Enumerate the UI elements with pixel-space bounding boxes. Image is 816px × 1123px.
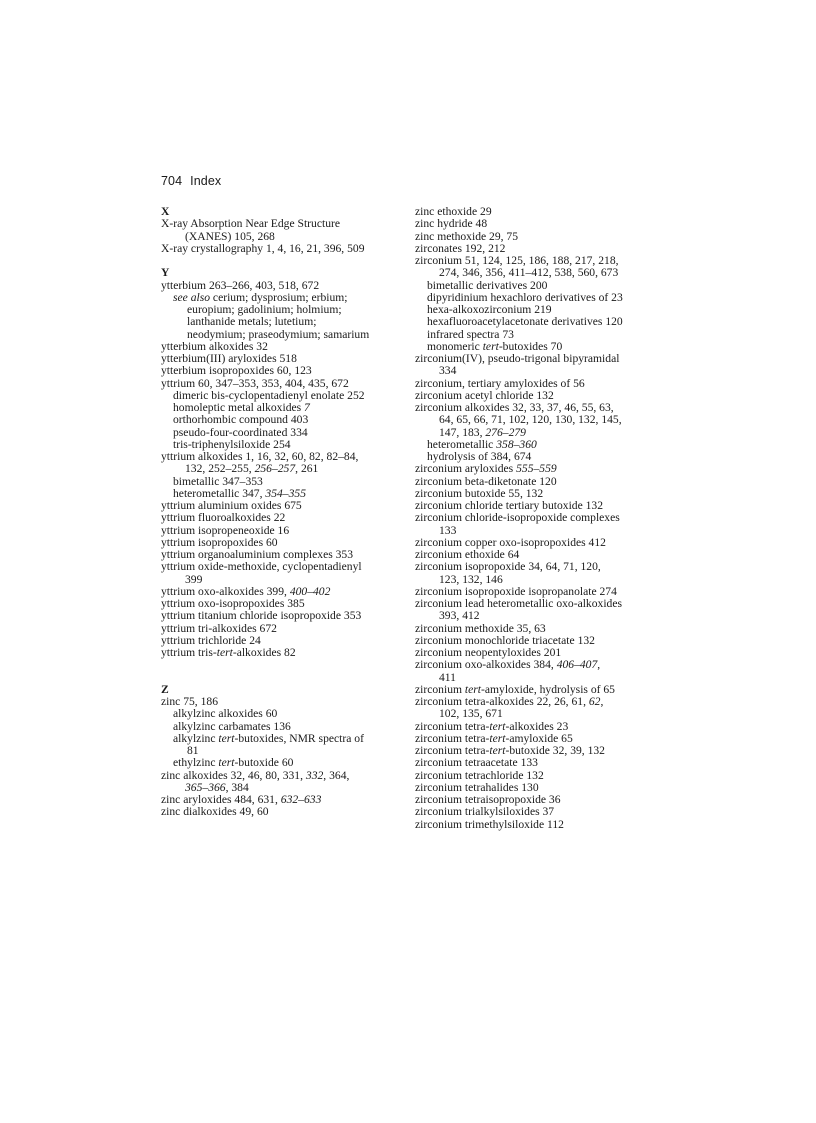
index-entry: zirconium tetraisopropoxide 36 [415,793,561,806]
index-entry: zirconium beta-diketonate 120 [415,474,557,488]
index-entry: ethylzinc tert-butoxide 60 [173,756,294,770]
index-entry: zirconium tert-amyloxide, hydrolysis of 65 [415,682,615,696]
index-entry: 102, 135, 671 [439,707,503,721]
section-title: Index [190,174,222,188]
running-header [161,174,221,188]
index-entry: hexa-alkoxozirconium 219 [427,303,552,316]
index-entry: zirconium 51, 124, 125, 186, 188, 217, 218, [415,254,619,267]
index-entry: neodymium; praseodymium; samarium [187,327,370,341]
index-column-left [161,206,403,819]
index-entry: europium; gadolinium; holmium; [187,303,342,316]
index-entry: yttrium oxo-isopropoxides 385 [161,597,305,610]
index-entry: alkylzinc carbamates 136 [173,719,291,733]
index-letter-heading: Y [161,266,170,280]
index-entry: zinc dialkoxides 49, 60 [161,805,269,819]
index-entry: yttrium aluminium oxides 675 [161,499,302,512]
index-entry: zirconium chloride-isopropoxide complexes [415,511,620,525]
index-entry: zirconium isopropoxide 34, 64, 71, 120, [415,560,601,574]
index-entry: 274, 346, 356, 411–412, 538, 560, 673 [439,266,619,280]
index-entry: zirconium lead heterometallic oxo-alkoxides [415,597,623,610]
page-number: 704 [161,174,183,188]
index-entry: zirconium oxo-alkoxides 384, 406–407, [415,658,601,672]
index-entry: dimeric bis-cyclopentadienyl enolate 252 [173,388,365,402]
index-entry: 132, 252–255, 256–257, 261 [185,462,319,476]
index-entry: ytterbium(III) aryloxides 518 [161,352,297,365]
index-entry: yttrium oxo-alkoxides 399, 400–402 [161,584,331,598]
index-entry: X-ray crystallography 1, 4, 16, 21, 396, 509 [161,241,365,255]
index-entry: zinc alkoxides 32, 46, 80, 331, 332, 364, [161,768,350,782]
index-entry: zirconium neopentyloxides 201 [415,646,562,659]
index-entry: tris-triphenylsiloxide 254 [173,437,291,451]
index-entry: zinc ethoxide 29 [415,205,492,218]
index-entry: infrared spectra 73 [427,327,514,341]
index-entry: lanthanide metals; lutetium; [187,315,317,329]
index-entry: zirconium tetrachloride 132 [415,768,544,782]
index-entry: dipyridinium hexachloro derivatives of 23 [427,290,623,304]
index-entry: yttrium fluoroalkoxides 22 [161,511,286,525]
index-entry: yttrium alkoxides 1, 16, 32, 60, 82, 82–84, [161,450,359,463]
index-entry: hexafluoroacetylacetonate derivatives 120 [427,315,623,329]
index-entry: zirconates 192, 212 [415,241,506,255]
index-entry: yttrium tri-alkoxides 672 [161,621,277,635]
index-entry: zirconium tetra-tert-alkoxides 23 [415,719,569,733]
index-entry: 64, 65, 66, 71, 102, 120, 130, 132, 145, [439,413,622,427]
spacer [161,659,403,684]
index-letter-heading: Z [161,682,169,696]
spacer [161,255,403,267]
index-entry: alkylzinc alkoxides 60 [173,707,278,721]
index-entry: 147, 183, 276–279 [439,425,526,439]
index-entry: bimetallic derivatives 200 [427,278,548,292]
index-entry: heterometallic 358–360 [427,437,537,451]
index-entry: heterometallic 347, 354–355 [173,486,306,500]
index-entry: zirconium tetra-tert-amyloxide 65 [415,731,573,745]
index-entry: zirconium butoxide 55, 132 [415,486,544,500]
index-entry: monomeric tert-butoxides 70 [427,339,563,353]
index-entry: homoleptic metal alkoxides 7 [173,401,310,414]
index-entry: bimetallic 347–353 [173,474,263,488]
index-entry: zirconium aryloxides 555–559 [415,462,557,476]
index-entry: zirconium monochloride triacetate 132 [415,633,595,647]
index-entry: 81 [187,744,199,757]
index-entry: zirconium trialkylsiloxides 37 [415,805,555,819]
index-entry: zirconium ethoxide 64 [415,548,520,561]
index-entry: zirconium trimethylsiloxide 112 [415,817,564,831]
index-entry: ytterbium 263–266, 403, 518, 672 [161,278,320,292]
index-entry: zirconium tetrahalides 130 [415,780,539,794]
index-entry: 123, 132, 146 [439,572,503,586]
index-entry: ytterbium alkoxides 32 [161,339,268,353]
index-entry: pseudo-four-coordinated 334 [173,425,308,439]
index-entry: (XANES) 105, 268 [185,229,275,243]
index-entry: hydrolysis of 384, 674 [427,450,532,463]
index-entry: 411 [439,670,456,684]
index-entry: zirconium alkoxides 32, 33, 37, 46, 55, 63, [415,401,614,414]
index-entry: yttrium 60, 347–353, 353, 404, 435, 672 [161,376,349,390]
index-entry: zirconium, tertiary amyloxides of 56 [415,376,585,390]
index-entry: 393, 412 [439,609,480,623]
index-entry: zinc methoxide 29, 75 [415,229,519,243]
index-entry: yttrium isopropeneoxide 16 [161,523,290,537]
index-entry: see also cerium; dysprosium; erbium; [173,290,348,304]
index-column-right [415,206,677,831]
index-entry: zinc aryloxides 484, 631, 632–633 [161,793,322,806]
index-entry: yttrium tris-tert-alkoxides 82 [161,646,296,659]
index-entry: 399 [185,572,203,586]
index-entry: yttrium isopropoxides 60 [161,535,278,549]
index-entry: zirconium methoxide 35, 63 [415,621,546,635]
index-entry: zirconium chloride tertiary butoxide 132 [415,499,604,512]
index-entry: 133 [439,523,457,537]
index-letter-heading: X [161,205,170,218]
index-entry: yttrium oxide-methoxide, cyclopentadienyl [161,560,362,574]
index-entry: alkylzinc tert-butoxides, NMR spectra of [173,731,364,745]
index-entry: zirconium tetra-alkoxides 22, 26, 61, 62, [415,695,604,708]
index-entry: ytterbium isopropoxides 60, 123 [161,364,312,378]
index-entry: 365–366, 384 [185,780,249,794]
index-entry: zirconium(IV), pseudo-trigonal bipyramidal [415,352,620,365]
index-entry: orthorhombic compound 403 [173,413,309,427]
index-entry: zirconium tetra-tert-butoxide 32, 39, 132 [415,744,605,757]
index-entry: X-ray Absorption Near Edge Structure [161,217,341,231]
index-entry: zirconium isopropoxide isopropanolate 274 [415,584,617,598]
index-entry: yttrium titanium chloride isopropoxide 353 [161,609,362,623]
index-entry: zirconium copper oxo-isopropoxides 412 [415,535,606,549]
index-entry: zirconium tetraacetate 133 [415,756,538,770]
index-entry: yttrium organoaluminium complexes 353 [161,548,354,561]
index-entry: yttrium trichloride 24 [161,633,261,647]
index-entry: zinc hydride 48 [415,217,488,231]
index-entry: zirconium acetyl chloride 132 [415,388,554,402]
index-entry: 334 [439,364,457,378]
index-entry: zinc 75, 186 [161,695,218,708]
